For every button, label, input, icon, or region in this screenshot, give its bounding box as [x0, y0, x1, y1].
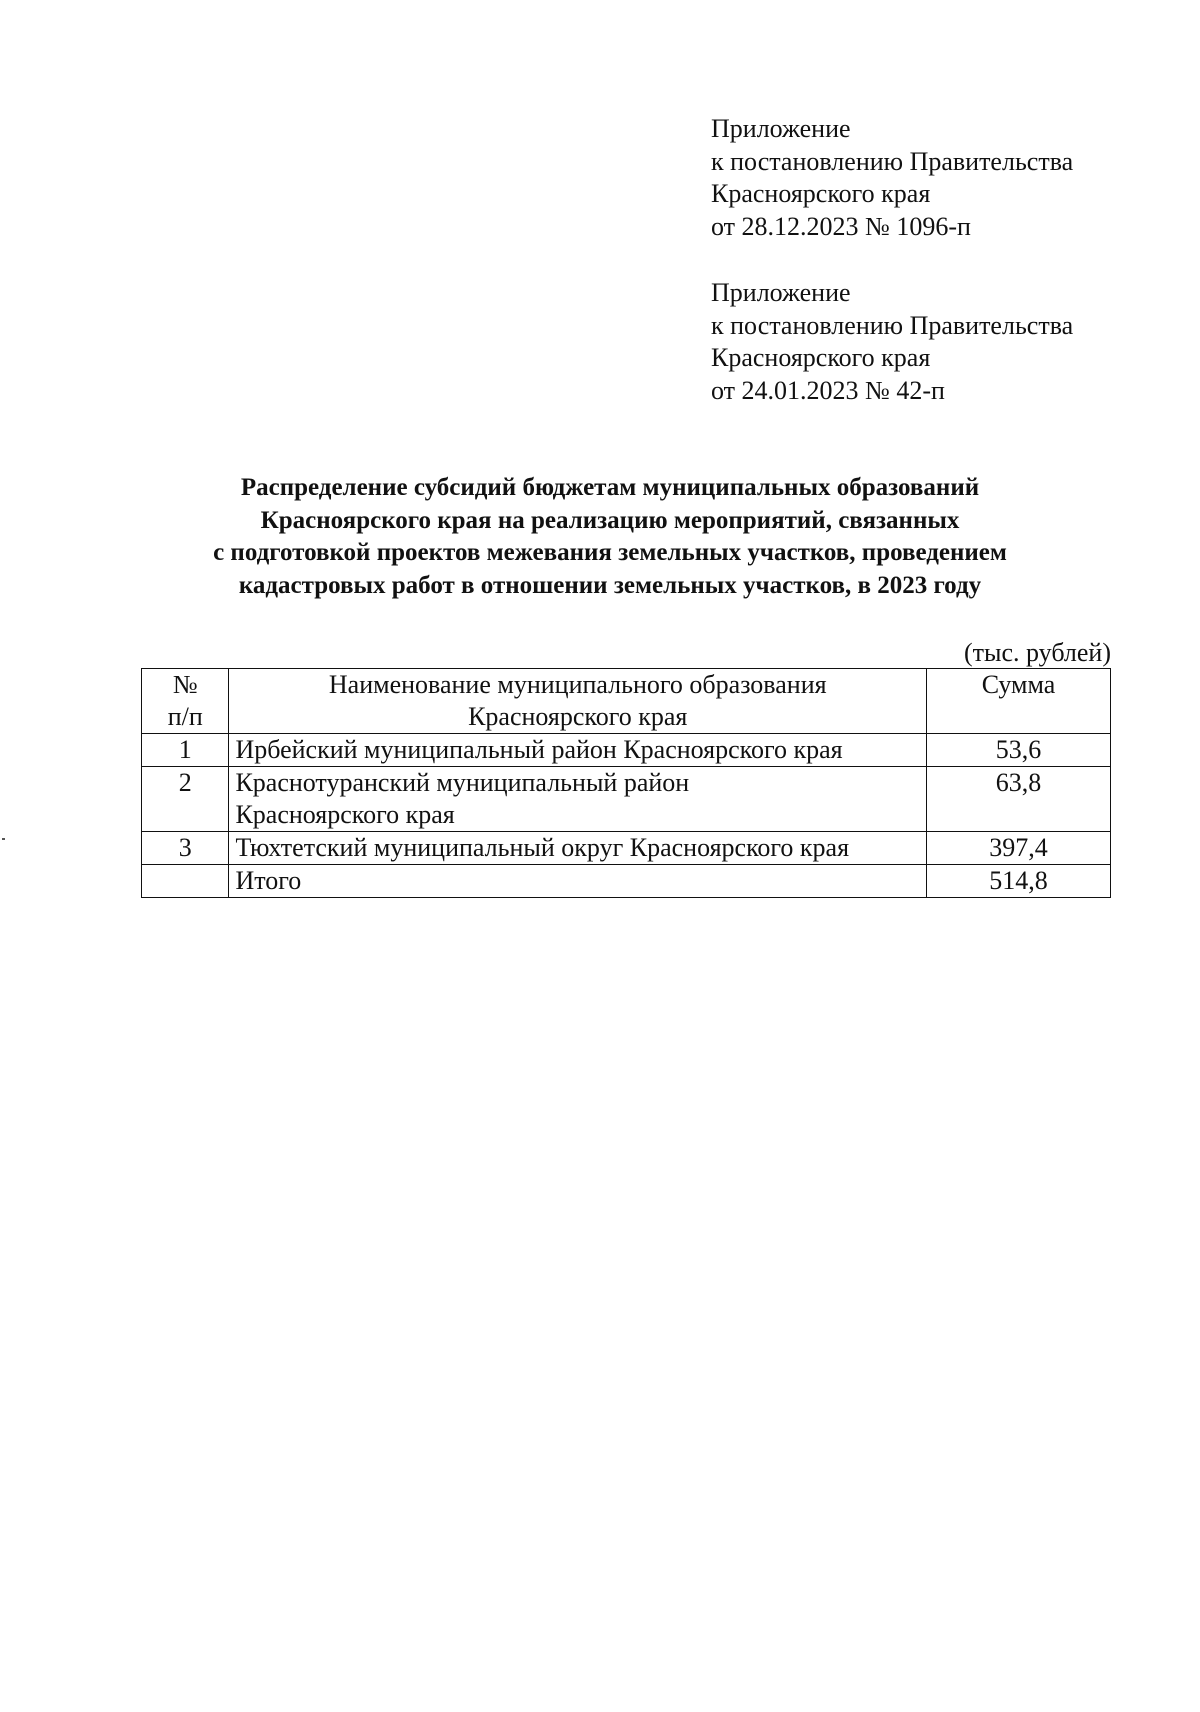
scan-mark	[2, 838, 5, 840]
total-label: Итого	[229, 865, 927, 898]
document-title	[130, 472, 1090, 602]
appendix-line: Красноярского края	[711, 179, 931, 208]
table-row	[142, 832, 1111, 865]
appendix-line: от 28.12.2023 № 1096-п	[711, 211, 971, 241]
cell-name-line: Красноярского края	[235, 800, 455, 829]
total-sum: 514,8	[927, 865, 1111, 898]
subsidies-table	[141, 668, 1111, 898]
table-header-row	[142, 669, 1111, 734]
cell-number	[142, 865, 229, 898]
appendix-line: Красноярского края	[711, 343, 931, 372]
appendix-original	[711, 277, 1073, 407]
cell-name	[229, 734, 927, 767]
appendix-current	[711, 113, 1073, 243]
cell-sum: 397,4	[927, 832, 1111, 865]
title-line: Распределение субсидий бюджетам муниципальных образований	[240, 474, 980, 501]
cell-number: 3	[142, 832, 229, 865]
appendix-line: к постановлению Правительства	[711, 310, 1074, 340]
cell-number: 2	[142, 767, 229, 832]
table-row	[142, 767, 1111, 832]
cell-sum: 63,8	[927, 767, 1111, 832]
header-number	[142, 669, 229, 734]
title-line: кадастровых работ в отношении земельных участков, в 2023 году	[238, 571, 982, 599]
title-line: Красноярского края на реализацию мероприятий, связанных	[260, 506, 960, 534]
header-name-line2: Красноярского края	[468, 702, 688, 731]
table-row	[142, 734, 1111, 767]
header-name	[229, 669, 927, 734]
appendix-line: от 24.01.2023 № 42-п	[711, 375, 945, 405]
cell-name	[229, 767, 927, 832]
cell-name-line: Ирбейский муниципальный район Красноярского края	[235, 735, 843, 764]
header-sum: Сумма	[927, 669, 1111, 734]
cell-name	[229, 832, 927, 865]
cell-number: 1	[142, 734, 229, 767]
appendix-line: к постановлению Правительства	[711, 146, 1074, 176]
header-number-line1: №	[172, 670, 198, 699]
units-label: (тыс. рублей)	[963, 638, 1111, 667]
title-line: с подготовкой проектов межевания земельных участков, проведением	[213, 539, 1007, 566]
header-number-line2: п/п	[167, 702, 203, 731]
appendix-line: Приложение	[711, 278, 851, 307]
cell-sum: 53,6	[927, 734, 1111, 767]
header-name-line1: Наименование муниципального образования	[328, 670, 827, 699]
appendix-line: Приложение	[711, 114, 851, 143]
table-total-row	[142, 865, 1111, 898]
cell-name-line: Тюхтетский муниципальный округ Красноярского края	[235, 833, 850, 862]
cell-name-line: Краснотуранский муниципальный район	[235, 768, 690, 797]
